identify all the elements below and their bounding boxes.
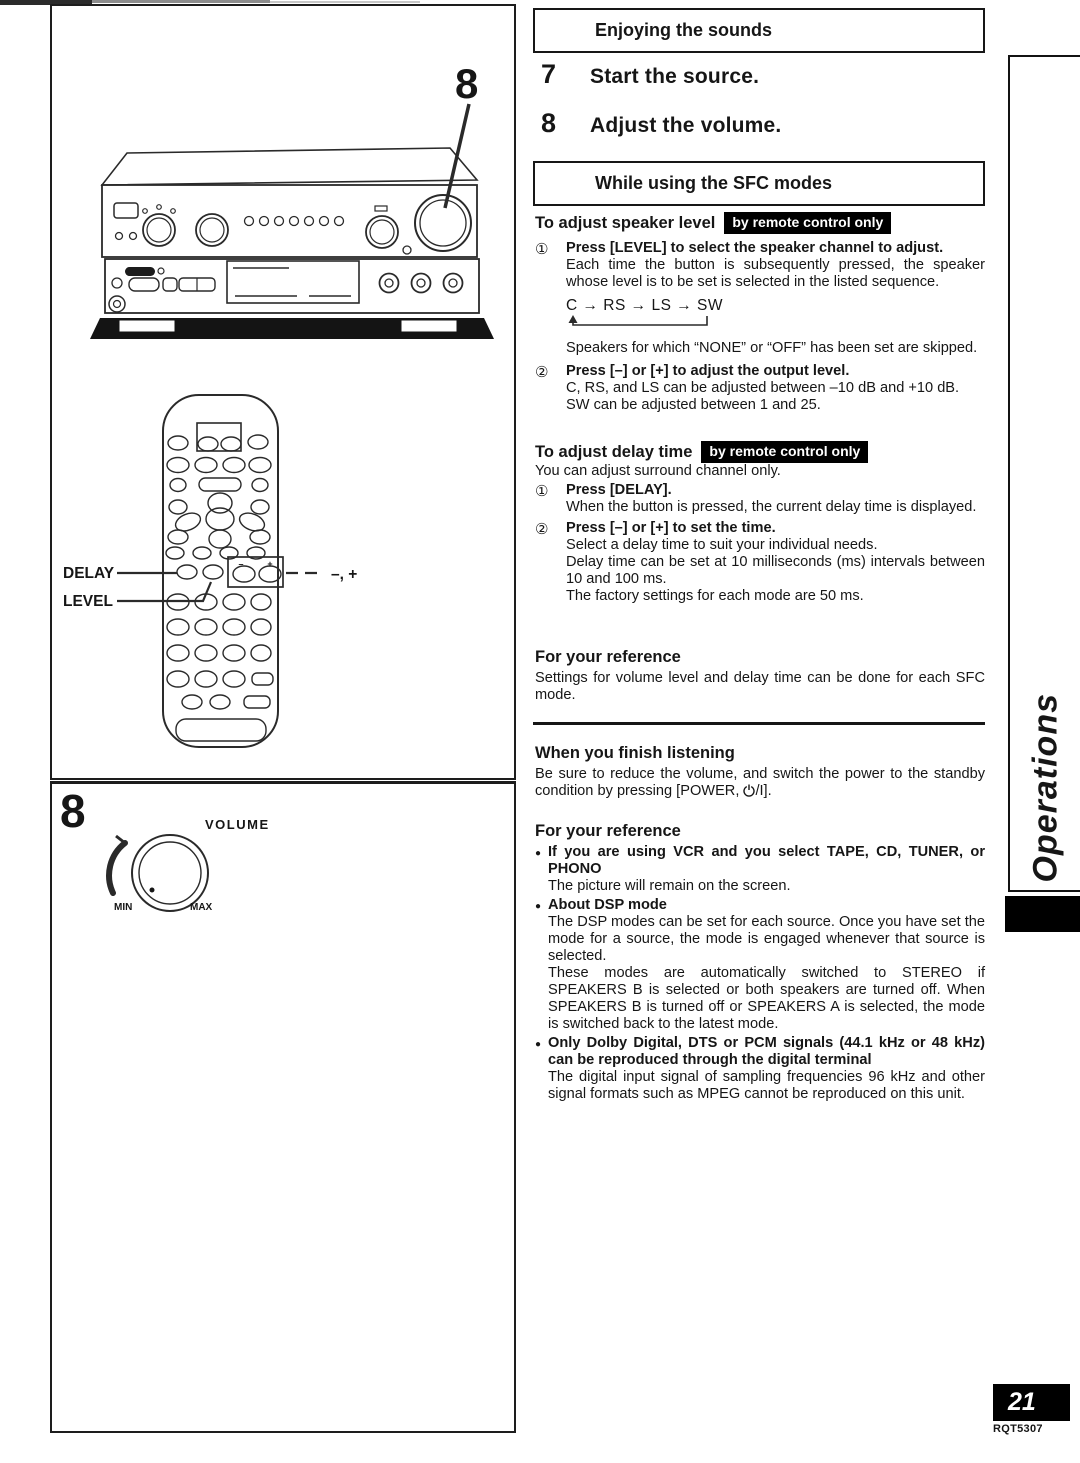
bullet-glyph: ● xyxy=(535,848,542,859)
step-instruction: Press [DELAY]. xyxy=(566,482,672,498)
bullet-heading: If you are using VCR and you select TAPE, CD, TUNER, or PHONO xyxy=(548,844,985,877)
jack xyxy=(130,233,137,240)
step-7 xyxy=(541,59,986,90)
knob xyxy=(200,218,224,242)
delay-time-section xyxy=(535,441,985,605)
front-buttons xyxy=(245,217,344,226)
volume-knob xyxy=(132,835,208,911)
step-text: Start the source. xyxy=(590,65,760,88)
jack xyxy=(112,278,122,288)
receiver-top xyxy=(102,148,477,185)
numbered-step xyxy=(535,482,985,516)
numbered-step xyxy=(535,240,985,291)
bullet-text: The picture will remain on the screen. xyxy=(548,878,791,894)
finish-title: When you finish listening xyxy=(535,744,735,762)
volume-knob xyxy=(415,195,471,251)
volume-knob xyxy=(139,842,201,904)
volume-label: VOLUME xyxy=(205,817,270,832)
pill-button xyxy=(129,278,159,291)
minus-plus-callout-label: –, + xyxy=(331,566,358,583)
chapter-tab-black-marker xyxy=(1005,896,1080,932)
indicator xyxy=(157,205,162,210)
speaker-sequence xyxy=(566,297,985,334)
circled-number: ① xyxy=(535,483,549,500)
speaker-level-section xyxy=(535,212,985,414)
reference-text: Settings for volume level and delay time can be done for each SFC mode. xyxy=(535,670,985,703)
page-number-tab xyxy=(993,1384,1070,1421)
step-instruction: Press [–] or [+] to adjust the output level. xyxy=(566,363,850,379)
knob xyxy=(143,214,175,246)
reference-section-2 xyxy=(535,822,985,1103)
circled-number: ① xyxy=(535,241,549,258)
section-header-label: While using the SFC modes xyxy=(595,173,833,193)
indicator xyxy=(143,209,148,214)
receiver-step-number: 8 xyxy=(455,60,479,107)
phones-jack xyxy=(114,301,121,308)
step-detail: Each time the button is subsequently pressed, the speaker whose level is to be set is selected in the listed sequence. xyxy=(566,257,985,290)
delay-callout-label: DELAY xyxy=(63,565,115,582)
sequence-loop-arrow xyxy=(566,315,716,329)
chapter-tab-box xyxy=(1008,55,1080,892)
knob xyxy=(147,218,171,242)
subsection-title: To adjust delay time xyxy=(535,442,693,461)
turn-arrow-tip xyxy=(116,836,125,843)
section-header-label: Enjoying the sounds xyxy=(595,20,773,40)
finish-text: Be sure to reduce the volume, and switch the power to the standby condition by pressing [POWER, xyxy=(535,766,985,799)
step-detail: The factory settings for each mode are 50 ms. xyxy=(566,588,864,604)
bullet-glyph: ● xyxy=(535,901,542,912)
knob xyxy=(196,214,228,246)
remote-only-badge: by remote control only xyxy=(701,441,868,463)
power-button xyxy=(114,203,138,218)
pill-button xyxy=(163,278,177,291)
remote-bottom-panel xyxy=(176,719,266,741)
power-standby-icon xyxy=(743,784,755,802)
reference-title: For your reference xyxy=(535,822,681,840)
bullet-heading: About DSP mode xyxy=(548,897,667,913)
receiver-illustration xyxy=(57,40,512,350)
knob-pointer-dot xyxy=(150,888,155,893)
step-number: 7 xyxy=(541,59,557,89)
finish-listening-section xyxy=(535,744,985,802)
knob xyxy=(366,216,398,248)
step-text: Adjust the volume. xyxy=(590,114,782,137)
illustration-panel xyxy=(50,4,516,780)
step-8 xyxy=(541,108,986,139)
pill-button xyxy=(125,267,155,276)
step-detail: C, RS, and LS can be adjusted between –10 dB and +10 dB. xyxy=(566,380,960,396)
section-header-enjoying xyxy=(533,8,985,53)
bullet-glyph: ● xyxy=(535,1039,542,1050)
step-detail: Select a delay time to suit your individual needs. xyxy=(566,537,878,553)
bullet-item xyxy=(535,897,985,1033)
bullet-text: The digital input signal of sampling frequencies 96 kHz and other signal formats such as MPEG cannot be reproduced on this unit. xyxy=(548,1069,985,1102)
step-instruction: Press [–] or [+] to set the time. xyxy=(566,520,776,536)
jack xyxy=(158,268,164,274)
model-code: RQT5307 xyxy=(993,1423,1043,1435)
step-detail: Delay time can be set at 10 milliseconds (ms) intervals between 10 and 100 ms. xyxy=(566,554,985,587)
volume-knob-illustration xyxy=(57,793,302,933)
phones-jack xyxy=(109,296,125,312)
chapter-tab-label: Operations xyxy=(1026,692,1065,882)
step-detail: When the button is pressed, the current delay time is displayed. xyxy=(566,499,977,515)
circled-number: ② xyxy=(535,521,549,538)
indicator xyxy=(171,209,176,214)
bullet-heading: Only Dolby Digital, DTS or PCM signals (44.1 kHz or 48 kHz) can be reproduced through the digital terminal xyxy=(548,1035,985,1068)
remote-only-badge: by remote control only xyxy=(724,212,891,234)
min-label: MIN xyxy=(114,902,133,913)
volume-knob xyxy=(420,200,466,246)
reference-title: For your reference xyxy=(535,648,681,666)
scan-artifact xyxy=(92,0,270,3)
step-detail: SW can be adjusted between 1 and 25. xyxy=(566,397,821,413)
finish-text: /I]. xyxy=(755,783,772,799)
step-number: 8 xyxy=(60,785,86,837)
sequence-text: C → RS → LS → SW xyxy=(566,297,723,314)
av-jacks xyxy=(380,274,463,293)
remote-buttons xyxy=(166,435,283,709)
jack xyxy=(116,233,123,240)
page-number: 21 xyxy=(1008,1388,1036,1416)
numbered-step xyxy=(535,363,985,414)
scan-artifact xyxy=(270,1,420,3)
bullet-text: The DSP modes can be set for each source. Once you have set the mode for a source, the mode is engaged whenever that source is selected. xyxy=(548,914,985,964)
foot xyxy=(401,320,457,332)
max-label: MAX xyxy=(190,902,213,913)
section-divider xyxy=(533,722,985,725)
step-number: 8 xyxy=(541,108,557,138)
remote-illustration xyxy=(60,387,360,762)
subsection-title: To adjust speaker level xyxy=(535,213,716,232)
section-header-sfc xyxy=(533,161,985,206)
turn-arrow xyxy=(109,843,125,893)
jack xyxy=(403,246,411,254)
step-instruction: Press [LEVEL] to select the speaker channel to adjust. xyxy=(566,240,944,256)
level-callout-label: LEVEL xyxy=(63,593,113,610)
reference-section xyxy=(535,648,985,704)
numbered-step xyxy=(535,520,985,605)
circled-number: ② xyxy=(535,364,549,381)
section-intro: You can adjust surround channel only. xyxy=(535,463,781,479)
knob xyxy=(370,220,394,244)
volume-step-panel xyxy=(50,781,516,1433)
minus-glyph: – xyxy=(238,559,244,569)
bullet-item xyxy=(535,844,985,895)
bullet-text: These modes are automatically switched to STEREO if SPEAKERS B is selected or both speakers are turned off. When SPEAKERS B is turned off or SPEAKERS A is selected, the mode is switched back to the latest mode. xyxy=(548,965,985,1032)
indicator xyxy=(375,206,387,211)
bullet-item xyxy=(535,1035,985,1103)
display-texture xyxy=(233,268,351,296)
plus-glyph: + xyxy=(267,559,273,569)
remote-body xyxy=(163,395,278,747)
foot xyxy=(119,320,175,332)
sequence-note: Speakers for which “NONE” or “OFF” has been set are skipped. xyxy=(566,340,978,356)
